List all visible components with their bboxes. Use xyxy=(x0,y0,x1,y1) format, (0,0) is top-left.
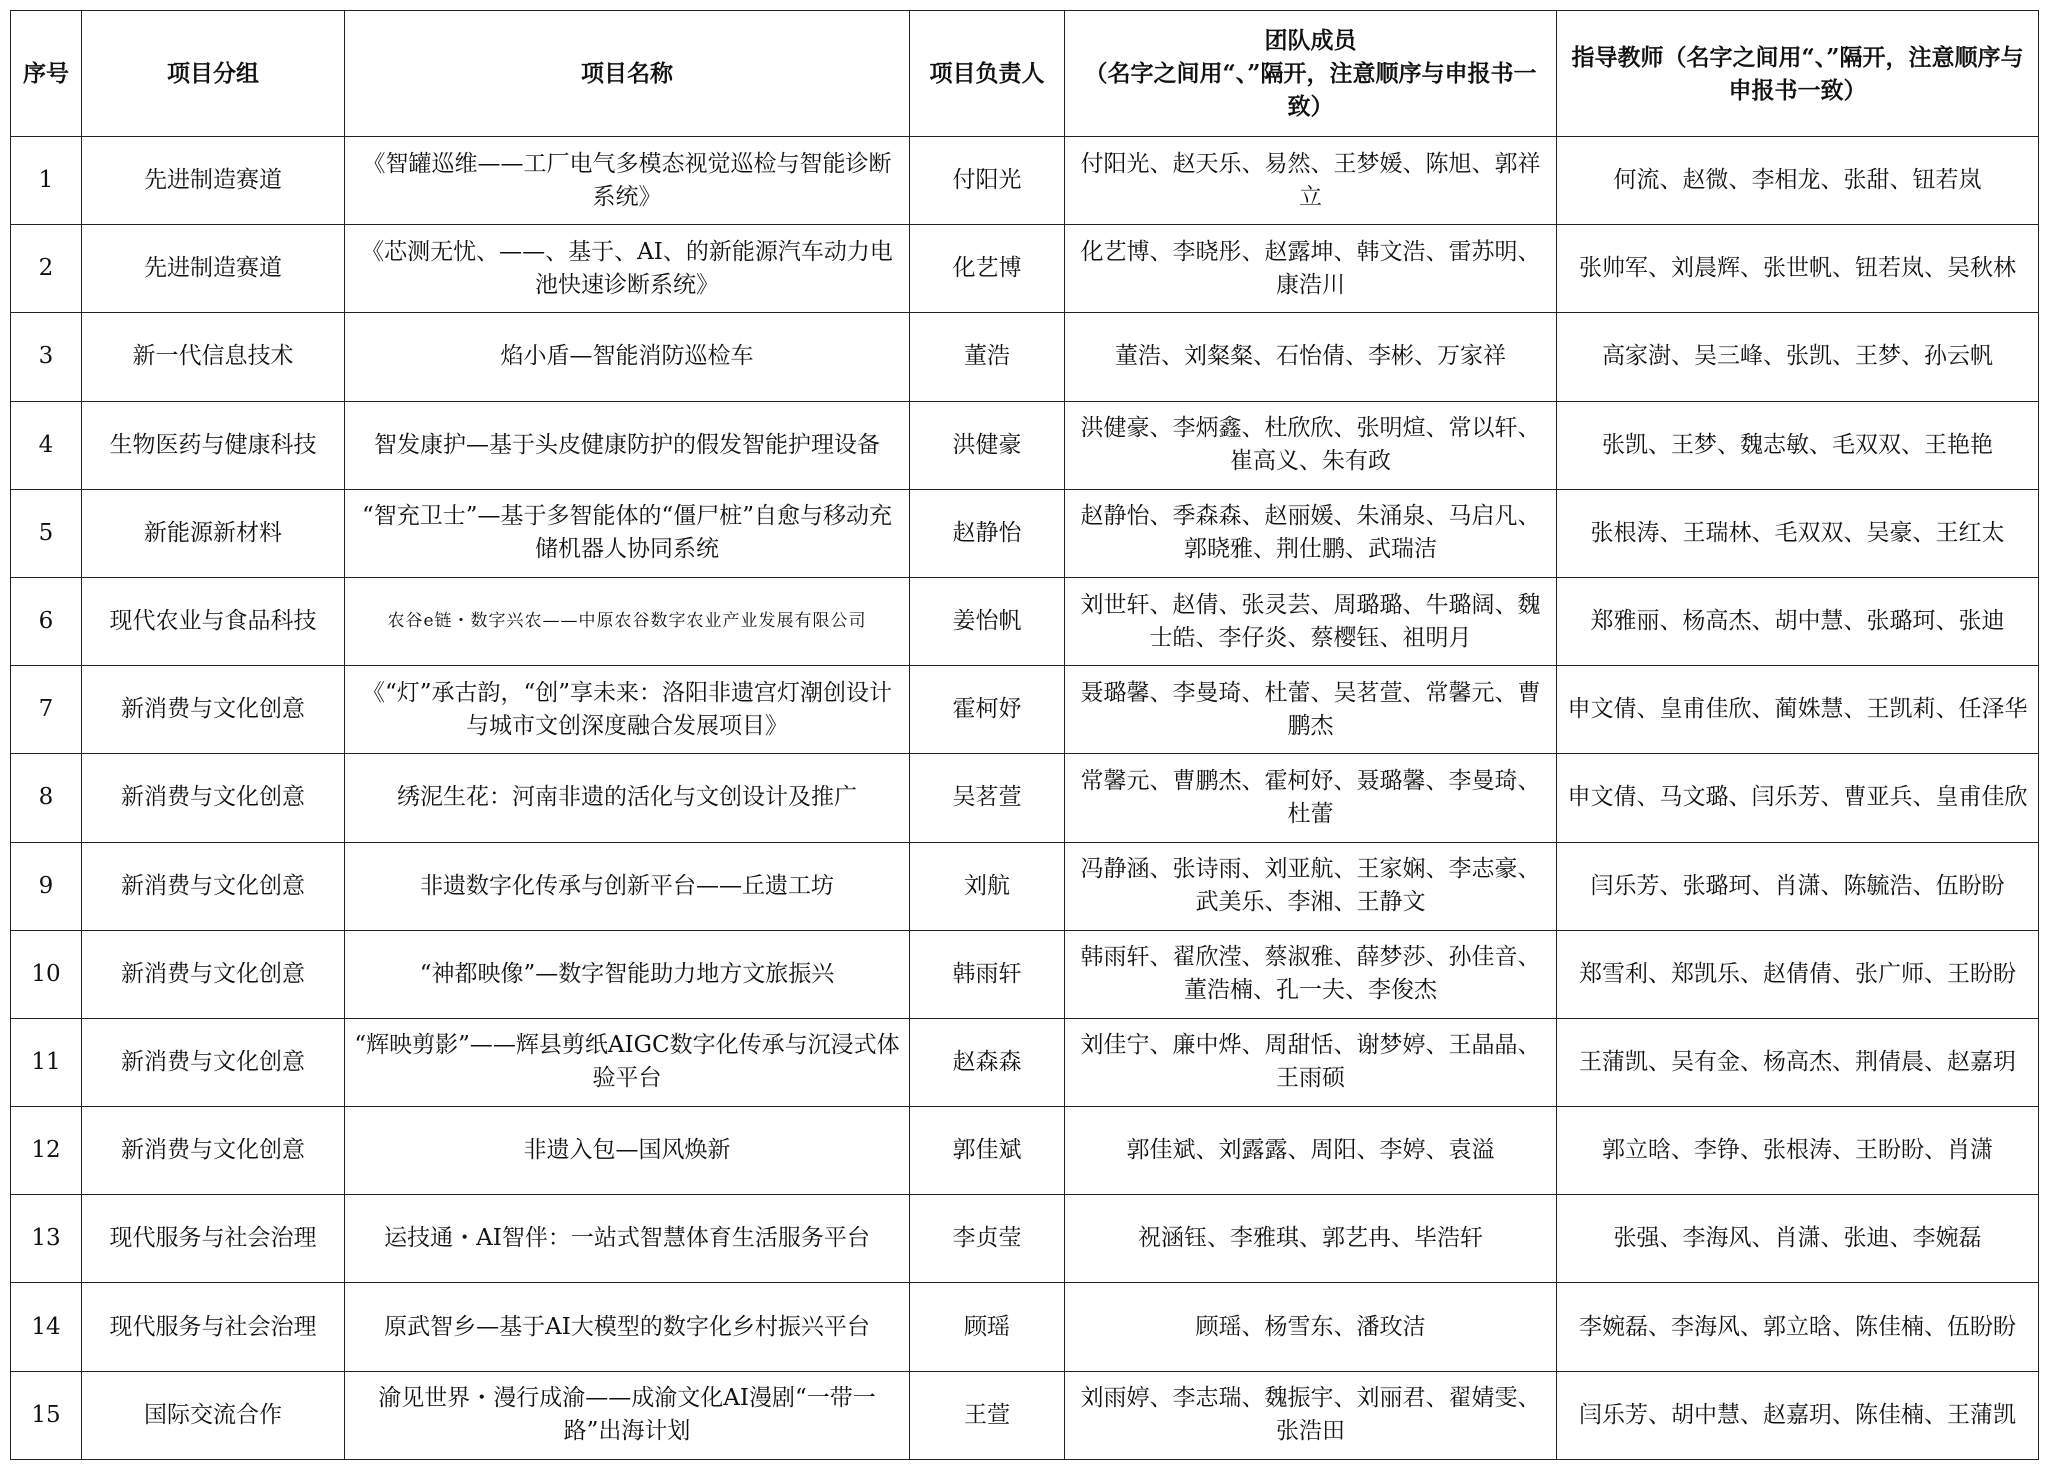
cell-leader: 李贞莹 xyxy=(910,1195,1065,1283)
header-leader: 项目负责人 xyxy=(910,11,1065,137)
cell-leader: 郭佳斌 xyxy=(910,1107,1065,1195)
cell-members: 刘世轩、赵倩、张灵芸、周璐璐、牛璐阔、魏士皓、李仔炎、蔡樱钰、祖明月 xyxy=(1065,577,1557,665)
cell-leader: 付阳光 xyxy=(910,137,1065,225)
cell-project-name: 《智罐巡维——工厂电气多模态视觉巡检与智能诊断系统》 xyxy=(345,137,910,225)
cell-advisors: 闫乐芳、张璐珂、肖潇、陈毓浩、伍盼盼 xyxy=(1557,842,2039,930)
cell-group: 先进制造赛道 xyxy=(82,137,345,225)
cell-advisors: 闫乐芳、胡中慧、赵嘉玥、陈佳楠、王蒲凯 xyxy=(1557,1371,2039,1459)
cell-leader: 吴茗萱 xyxy=(910,754,1065,842)
cell-project-name: 非遗入包—国风焕新 xyxy=(345,1107,910,1195)
cell-group: 先进制造赛道 xyxy=(82,225,345,313)
cell-advisors: 张根涛、王瑞林、毛双双、吴豪、王红太 xyxy=(1557,489,2039,577)
header-name: 项目名称 xyxy=(345,11,910,137)
table-row xyxy=(11,1018,2039,1106)
cell-leader: 顾瑶 xyxy=(910,1283,1065,1371)
cell-project-name: 《“灯”承古韵，“创”享未来：洛阳非遗宫灯潮创设计与城市文创深度融合发展项目》 xyxy=(345,666,910,754)
table-row xyxy=(11,577,2039,665)
table-row xyxy=(11,401,2039,489)
table-row xyxy=(11,842,2039,930)
cell-group: 国际交流合作 xyxy=(82,1371,345,1459)
cell-leader: 王萱 xyxy=(910,1371,1065,1459)
cell-index: 2 xyxy=(11,225,82,313)
project-table xyxy=(10,10,2039,1460)
cell-project-name: “神都映像”—数字智能助力地方文旅振兴 xyxy=(345,930,910,1018)
cell-project-name: 农谷e链・数字兴农——中原农谷数字农业产业发展有限公司 xyxy=(345,577,910,665)
cell-project-name: 运技通・AI智伴：一站式智慧体育生活服务平台 xyxy=(345,1195,910,1283)
cell-group: 新消费与文化创意 xyxy=(82,930,345,1018)
cell-leader: 霍柯妤 xyxy=(910,666,1065,754)
table-row xyxy=(11,754,2039,842)
cell-project-name: 渝见世界・漫行成渝——成渝文化AI漫剧“一带一路”出海计划 xyxy=(345,1371,910,1459)
cell-members: 洪健豪、李炳鑫、杜欣欣、张明煊、常以轩、崔高义、朱有政 xyxy=(1065,401,1557,489)
cell-group: 新消费与文化创意 xyxy=(82,842,345,930)
cell-advisors: 郑雪利、郑凯乐、赵倩倩、张广师、王盼盼 xyxy=(1557,930,2039,1018)
cell-advisors: 郭立晗、李铮、张根涛、王盼盼、肖潇 xyxy=(1557,1107,2039,1195)
cell-group: 生物医药与健康科技 xyxy=(82,401,345,489)
cell-index: 9 xyxy=(11,842,82,930)
cell-members: 祝涵钰、李雅琪、郭艺冉、毕浩轩 xyxy=(1065,1195,1557,1283)
cell-project-name: 绣泥生花：河南非遗的活化与文创设计及推广 xyxy=(345,754,910,842)
cell-group: 现代服务与社会治理 xyxy=(82,1283,345,1371)
cell-members: 郭佳斌、刘露露、周阳、李婷、袁溢 xyxy=(1065,1107,1557,1195)
cell-project-name: 原武智乡—基于AI大模型的数字化乡村振兴平台 xyxy=(345,1283,910,1371)
cell-members: 冯静涵、张诗雨、刘亚航、王家娴、李志豪、武美乐、李湘、王静文 xyxy=(1065,842,1557,930)
cell-group: 现代服务与社会治理 xyxy=(82,1195,345,1283)
cell-leader: 赵静怡 xyxy=(910,489,1065,577)
cell-index: 11 xyxy=(11,1018,82,1106)
cell-leader: 赵森森 xyxy=(910,1018,1065,1106)
table-row xyxy=(11,1371,2039,1459)
table-row xyxy=(11,225,2039,313)
cell-advisors: 张帅军、刘晨辉、张世帆、钮若岚、吴秋林 xyxy=(1557,225,2039,313)
cell-leader: 董浩 xyxy=(910,313,1065,401)
cell-index: 6 xyxy=(11,577,82,665)
cell-leader: 刘航 xyxy=(910,842,1065,930)
cell-members: 顾瑶、杨雪东、潘玫洁 xyxy=(1065,1283,1557,1371)
cell-advisors: 高家澍、吴三峰、张凯、王梦、孙云帆 xyxy=(1557,313,2039,401)
header-row xyxy=(11,11,2039,137)
cell-index: 3 xyxy=(11,313,82,401)
header-members: 团队成员 （名字之间用“、”隔开，注意顺序与申报书一致） xyxy=(1065,11,1557,137)
cell-advisors: 申文倩、皇甫佳欣、蔺姝慧、王凯莉、任泽华 xyxy=(1557,666,2039,754)
cell-project-name: 非遗数字化传承与创新平台——丘遗工坊 xyxy=(345,842,910,930)
cell-project-name: “辉映剪影”——辉县剪纸AIGC数字化传承与沉浸式体验平台 xyxy=(345,1018,910,1106)
cell-advisors: 何流、赵微、李相龙、张甜、钮若岚 xyxy=(1557,137,2039,225)
cell-project-name: 《芯测无忧、——、基于、AI、的新能源汽车动力电池快速诊断系统》 xyxy=(345,225,910,313)
cell-index: 5 xyxy=(11,489,82,577)
cell-index: 4 xyxy=(11,401,82,489)
cell-members: 常馨元、曹鹏杰、霍柯妤、聂璐馨、李曼琦、杜蕾 xyxy=(1065,754,1557,842)
cell-group: 新能源新材料 xyxy=(82,489,345,577)
table-row xyxy=(11,666,2039,754)
cell-advisors: 张凯、王梦、魏志敏、毛双双、王艳艳 xyxy=(1557,401,2039,489)
cell-project-name: “智充卫士”—基于多智能体的“僵尸桩”自愈与移动充储机器人协同系统 xyxy=(345,489,910,577)
table-row xyxy=(11,1195,2039,1283)
cell-index: 13 xyxy=(11,1195,82,1283)
table-row xyxy=(11,1107,2039,1195)
cell-advisors: 郑雅丽、杨高杰、胡中慧、张璐珂、张迪 xyxy=(1557,577,2039,665)
table-row xyxy=(11,1283,2039,1371)
cell-leader: 姜怡帆 xyxy=(910,577,1065,665)
header-index: 序号 xyxy=(11,11,82,137)
cell-project-name: 焰小盾—智能消防巡检车 xyxy=(345,313,910,401)
cell-members: 董浩、刘粲粲、石怡倩、李彬、万家祥 xyxy=(1065,313,1557,401)
cell-index: 7 xyxy=(11,666,82,754)
cell-advisors: 申文倩、马文璐、闫乐芳、曹亚兵、皇甫佳欣 xyxy=(1557,754,2039,842)
cell-leader: 洪健豪 xyxy=(910,401,1065,489)
table-row xyxy=(11,930,2039,1018)
cell-advisors: 张强、李海风、肖潇、张迪、李婉磊 xyxy=(1557,1195,2039,1283)
cell-index: 10 xyxy=(11,930,82,1018)
cell-group: 现代农业与食品科技 xyxy=(82,577,345,665)
table-row xyxy=(11,137,2039,225)
cell-group: 新一代信息技术 xyxy=(82,313,345,401)
cell-members: 刘佳宁、廉中烨、周甜恬、谢梦婷、王晶晶、王雨硕 xyxy=(1065,1018,1557,1106)
cell-advisors: 李婉磊、李海风、郭立晗、陈佳楠、伍盼盼 xyxy=(1557,1283,2039,1371)
table-row xyxy=(11,313,2039,401)
cell-index: 8 xyxy=(11,754,82,842)
cell-index: 15 xyxy=(11,1371,82,1459)
cell-leader: 化艺博 xyxy=(910,225,1065,313)
cell-index: 12 xyxy=(11,1107,82,1195)
cell-members: 付阳光、赵天乐、易然、王梦媛、陈旭、郭祥立 xyxy=(1065,137,1557,225)
cell-members: 刘雨婷、李志瑞、魏振宇、刘丽君、翟婧雯、张浩田 xyxy=(1065,1371,1557,1459)
cell-index: 14 xyxy=(11,1283,82,1371)
header-advisors: 指导教师（名字之间用“、”隔开，注意顺序与申报书一致） xyxy=(1557,11,2039,137)
cell-group: 新消费与文化创意 xyxy=(82,1018,345,1106)
cell-members: 韩雨轩、翟欣滢、蔡淑雅、薛梦莎、孙佳音、董浩楠、孔一夫、李俊杰 xyxy=(1065,930,1557,1018)
cell-group: 新消费与文化创意 xyxy=(82,754,345,842)
cell-group: 新消费与文化创意 xyxy=(82,1107,345,1195)
cell-index: 1 xyxy=(11,137,82,225)
cell-members: 聂璐馨、李曼琦、杜蕾、吴茗萱、常馨元、曹鹏杰 xyxy=(1065,666,1557,754)
cell-project-name: 智发康护—基于头皮健康防护的假发智能护理设备 xyxy=(345,401,910,489)
cell-leader: 韩雨轩 xyxy=(910,930,1065,1018)
table-row xyxy=(11,489,2039,577)
cell-advisors: 王蒲凯、吴有金、杨高杰、荆倩晨、赵嘉玥 xyxy=(1557,1018,2039,1106)
header-group: 项目分组 xyxy=(82,11,345,137)
cell-group: 新消费与文化创意 xyxy=(82,666,345,754)
cell-members: 化艺博、李晓彤、赵露坤、韩文浩、雷苏明、康浩川 xyxy=(1065,225,1557,313)
cell-members: 赵静怡、季森森、赵丽媛、朱涌泉、马启凡、郭晓雅、荆仕鹏、武瑞洁 xyxy=(1065,489,1557,577)
